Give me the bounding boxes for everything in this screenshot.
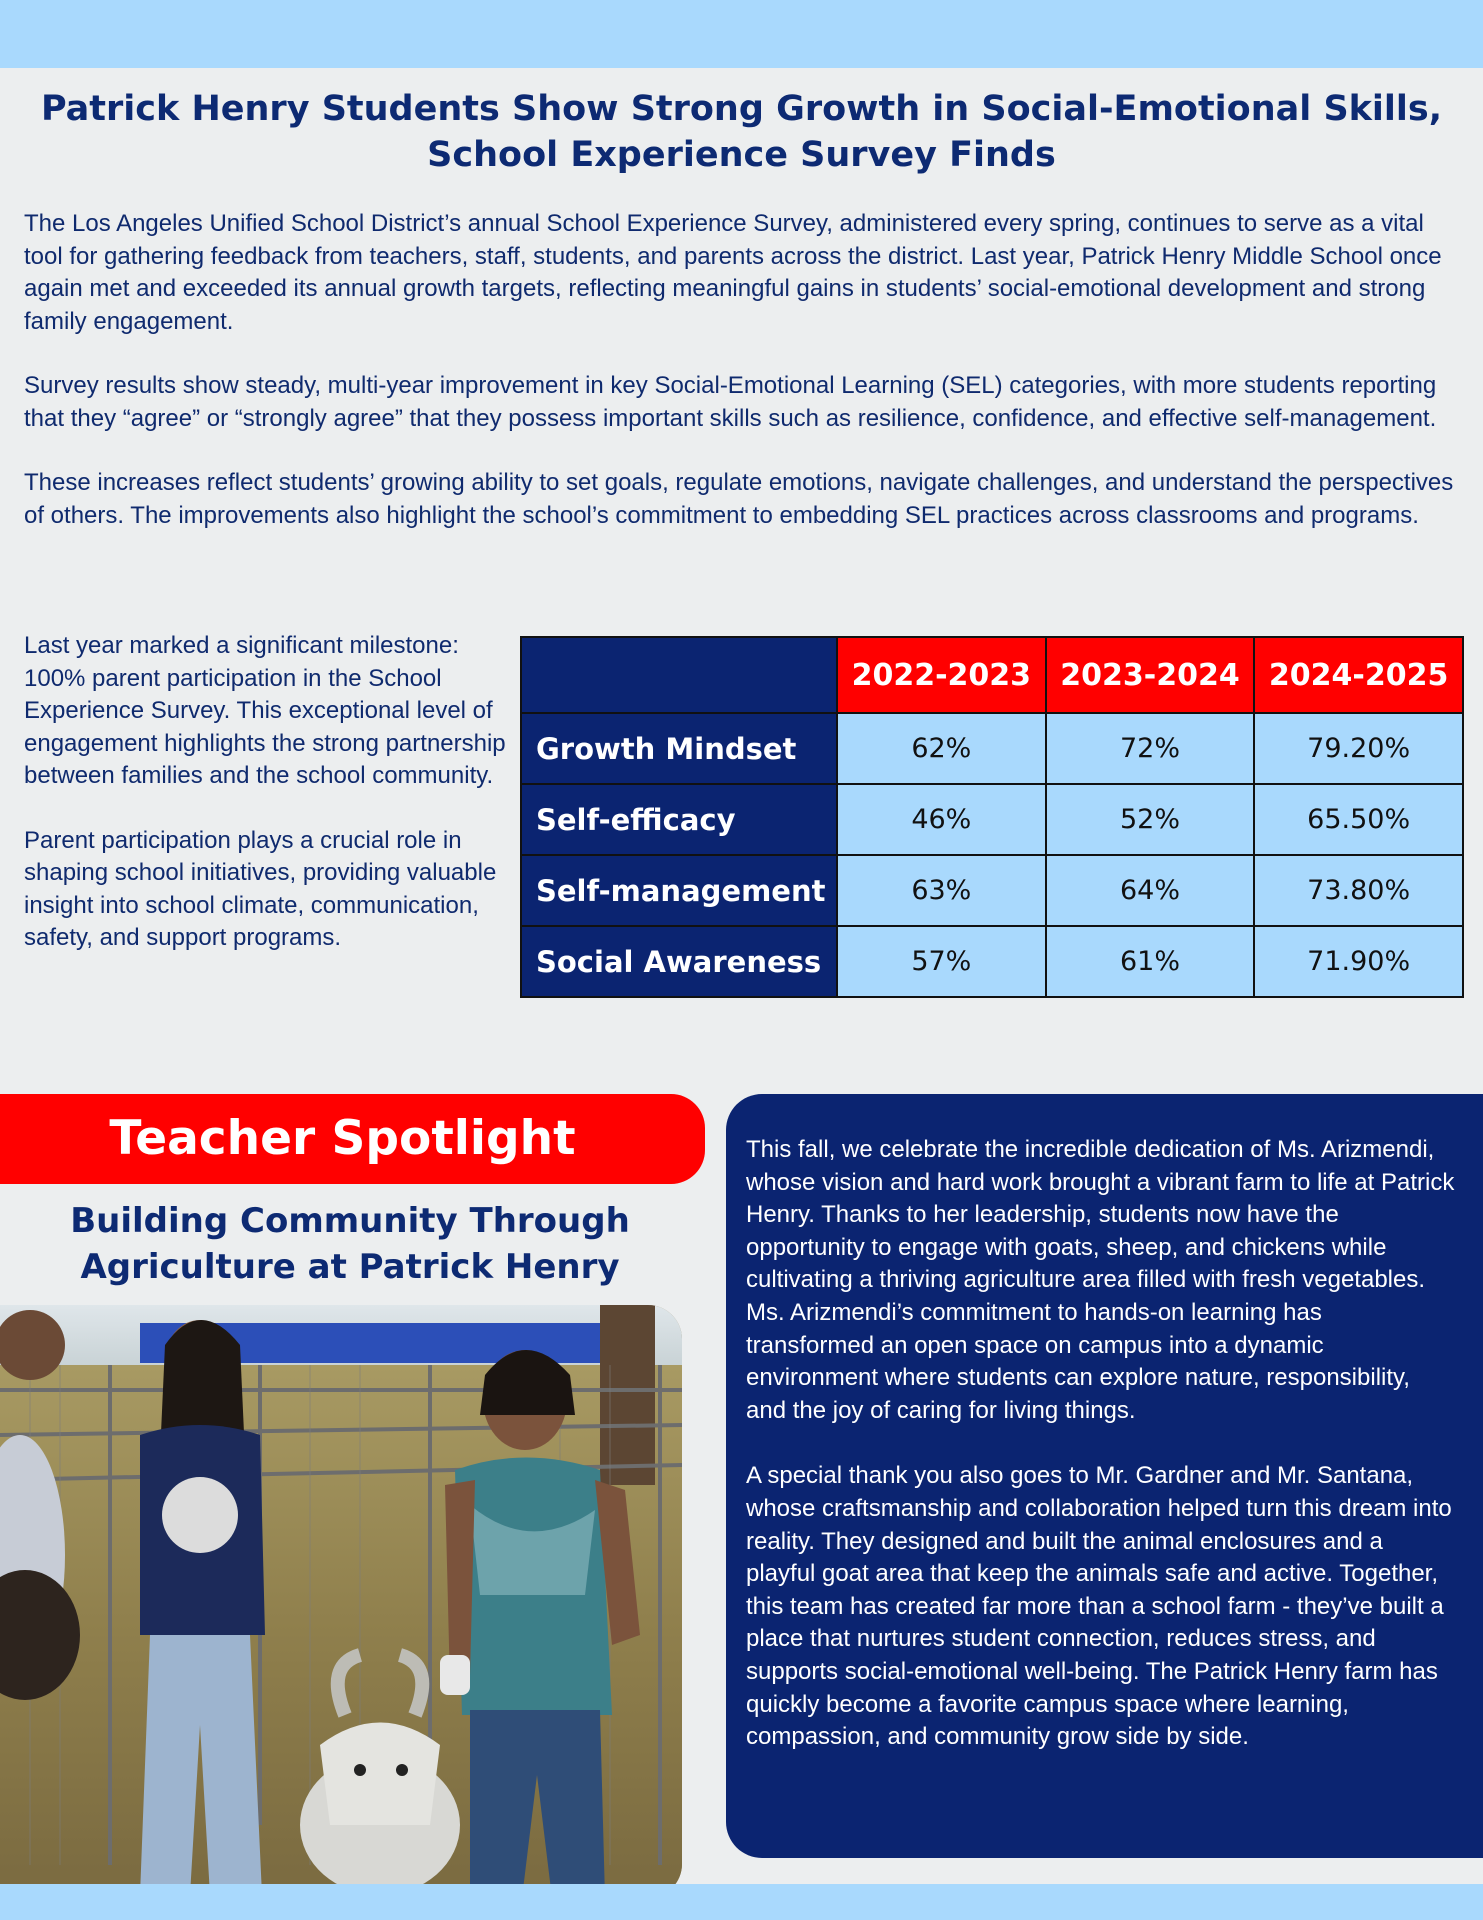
table-row [521, 926, 1463, 997]
row-label: Social Awareness [521, 926, 837, 997]
table-cell: 46% [837, 784, 1046, 855]
table-row [521, 855, 1463, 926]
article-headline: Patrick Henry Students Show Strong Growth in Social-Emotional Skills, School Experience Survey Finds [40, 89, 1443, 175]
spotlight-paragraph: This fall, we celebrate the incredible dedication of Ms. Arizmendi, whose vision and hard work brought a vibrant farm to life at Patrick Henry. Thanks to her leadership, students now have the opportunity to engage with goats, sheep, and chickens while cultivating a thriving agriculture area filled with fresh vegetables. Ms. Arizmendi’s commitment to hands-on learning has transformed an open space on campus into a dynamic environment where students can explore nature, responsibility, and the joy of caring for living things. [746, 1136, 1455, 1424]
row-label: Growth Mindset [521, 713, 837, 784]
spotlight-text [746, 1134, 1456, 1787]
table-row [521, 713, 1463, 784]
farm-photo-illustration [0, 1305, 682, 1898]
column-header: 2023-2024 [1046, 637, 1255, 713]
spotlight-panel [726, 1094, 1483, 1858]
sel-results-table [520, 636, 1464, 998]
top-band [0, 0, 1483, 68]
table-cell: 71.90% [1254, 926, 1463, 997]
table-corner-cell [521, 637, 837, 713]
row-label: Self-efficacy [521, 784, 837, 855]
table-cell: 61% [1046, 926, 1255, 997]
side-paragraph: Parent participation plays a crucial role in shaping school initiatives, providing valuable insight into school climate, communication, safety, and support programs. [24, 826, 497, 951]
bottom-band [0, 1884, 1483, 1920]
table-header-row [521, 637, 1463, 713]
column-header: 2022-2023 [837, 637, 1046, 713]
farm-photo [0, 1305, 682, 1898]
intro-paragraph: The Los Angeles Unified School District’s annual School Experience Survey, administered every spring, continues to serve as a vital tool for gathering feedback from teachers, staff, students, and parents across the district. Last year, Patrick Henry Middle School once again met and exceeded its annual growth targets, reflecting meaningful gains in students’ social-emotional development and strong family engagement. [24, 210, 1442, 335]
table-cell: 64% [1046, 855, 1255, 926]
table-cell: 72% [1046, 713, 1255, 784]
spotlight-paragraph: A special thank you also goes to Mr. Gardner and Mr. Santana, whose craftsmanship and collaboration helped turn this dream into reality. They designed and built the animal enclosures and a playful goat area that keep the animals safe and active. Together, this team has created far more than a school farm - they’ve built a place that nurtures student connection, reduces stress, and supports social-emotional well-being. The Patrick Henry farm has quickly become a favorite campus space where learning, compassion, and community grow side by side. [746, 1462, 1452, 1751]
table-cell: 63% [837, 855, 1046, 926]
table-cell: 57% [837, 926, 1046, 997]
spotlight-title: Building Community Through Agriculture at Patrick Henry [70, 1201, 630, 1287]
table-row [521, 784, 1463, 855]
row-label: Self-management [521, 855, 837, 926]
side-paragraph: Last year marked a significant milestone: 100% parent participation in the School Experience Survey. This exceptional level of engagement highlights the strong partnership between families and the school community. [24, 632, 506, 789]
table-cell: 65.50% [1254, 784, 1463, 855]
column-header: 2024-2025 [1254, 637, 1463, 713]
table-cell: 79.20% [1254, 713, 1463, 784]
intro-paragraph: These increases reflect students’ growing ability to set goals, regulate emotions, navigate challenges, and understand the perspectives of others. The improvements also highlight the school’s commitment to embedding SEL practices across classrooms and programs. [24, 469, 1454, 529]
intro-text [24, 208, 1464, 564]
intro-paragraph: Survey results show steady, multi-year improvement in key Social-Emotional Learning (SEL) categories, with more students reporting that they “agree” or “strongly agree” that they possess important skills such as resilience, confidence, and effective self-management. [24, 372, 1437, 432]
table-cell: 62% [837, 713, 1046, 784]
parent-participation-text [24, 630, 509, 987]
table-cell: 73.80% [1254, 855, 1463, 926]
teacher-spotlight-banner: Teacher Spotlight [0, 1094, 705, 1184]
table-cell: 52% [1046, 784, 1255, 855]
